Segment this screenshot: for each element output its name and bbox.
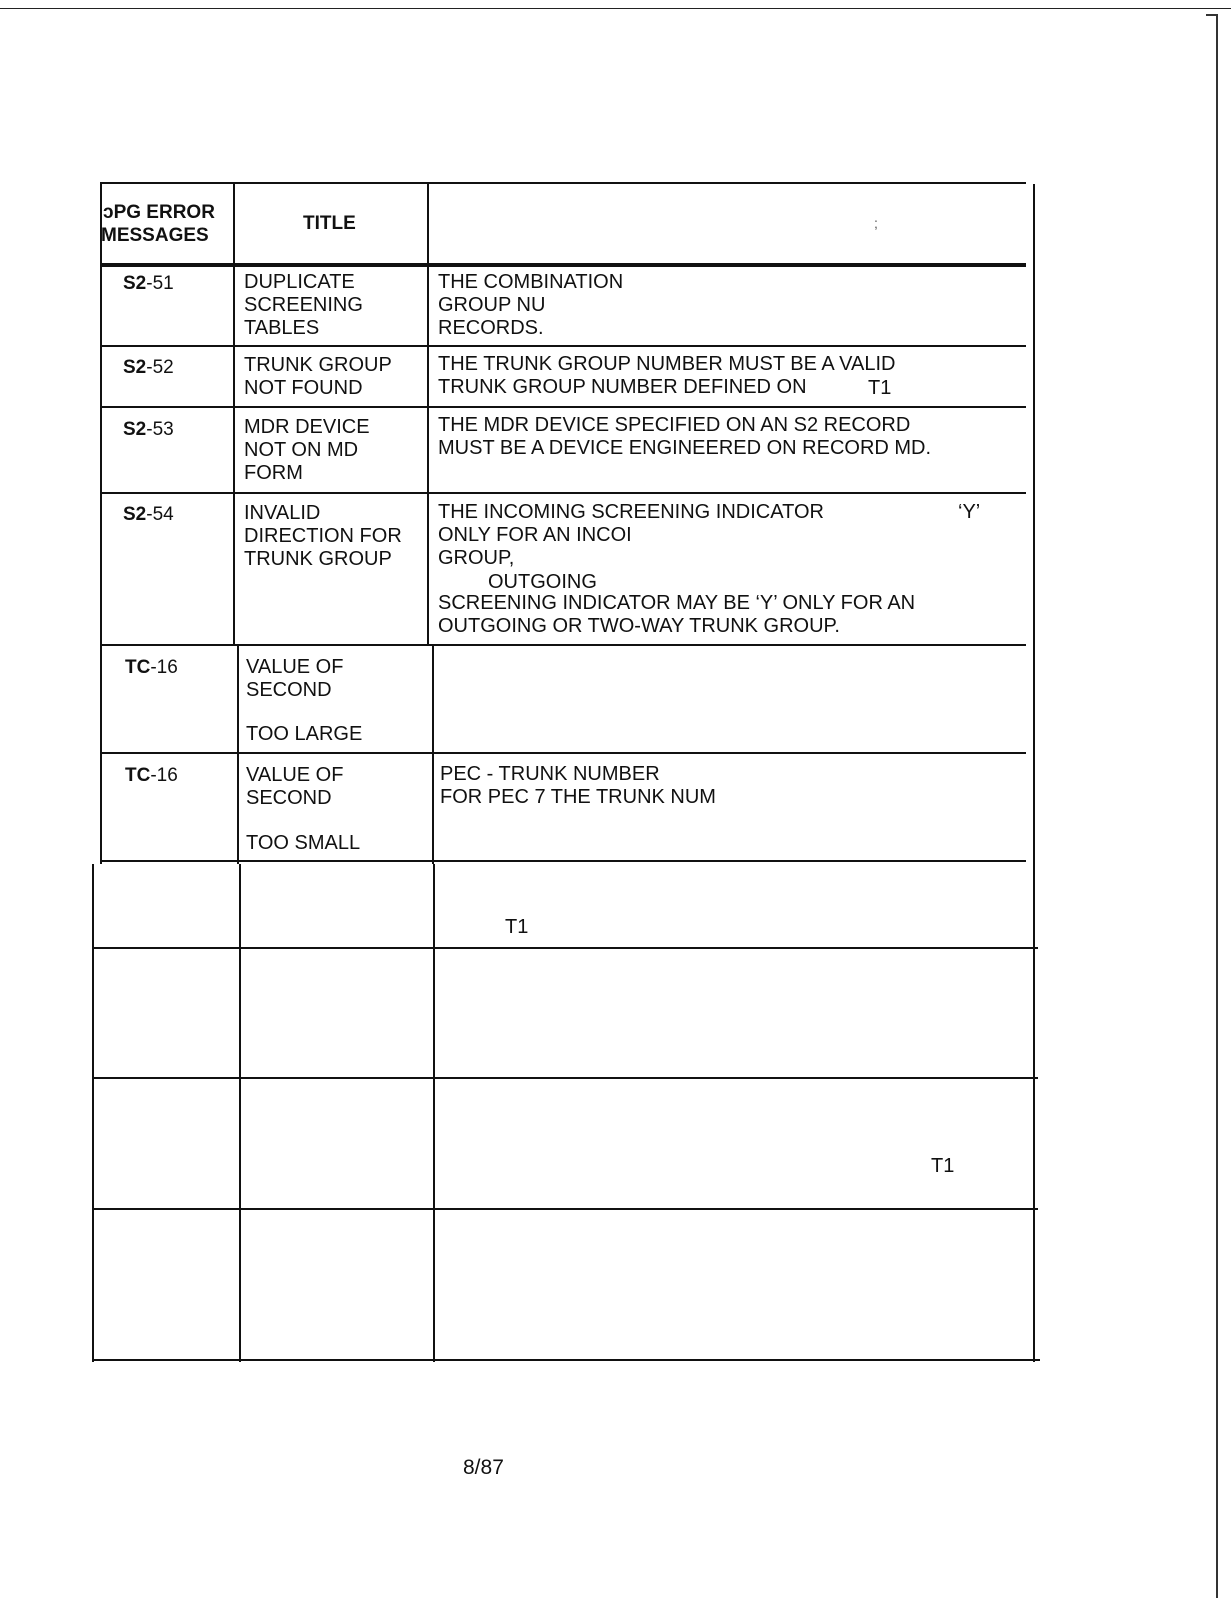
- table-row-code: TC-16: [125, 657, 178, 678]
- table-row-description: THE COMBINATION GROUP NU RECORDS.: [438, 271, 624, 339]
- table-row-ref: T1: [868, 377, 892, 399]
- row-divider: [100, 860, 1026, 862]
- table-row-description: THE TRUNK GROUP NUMBER MUST BE A VALID TRUNK GROUP NUMBER DEFINED ON: [438, 353, 896, 398]
- table-row-title: MDR DEVICE NOT ON MD FORM: [244, 416, 370, 484]
- header-col1-line2: MESSAGES: [101, 225, 209, 246]
- table-row-code: S2-52: [123, 357, 174, 378]
- row-divider: [100, 752, 1026, 754]
- page-footer-date: 8/87: [463, 1456, 504, 1479]
- header-bottom-border: [100, 263, 1026, 267]
- table-top-border: [100, 182, 1026, 184]
- row-divider: [100, 492, 1026, 494]
- table-row-description: OUTGOING: [488, 571, 597, 593]
- table-row-title: INVALID DIRECTION FOR TRUNK GROUP: [244, 502, 402, 570]
- table-row-code: S2-53: [123, 419, 174, 440]
- header-mark: ;: [874, 215, 878, 231]
- table-row-code: S2-51: [123, 273, 174, 294]
- row-divider: [100, 345, 1026, 347]
- table-row-code: TC-16: [125, 765, 178, 786]
- col1-divider: [233, 184, 235, 644]
- table-row-ref: T1: [505, 916, 529, 938]
- table-left-border: [100, 184, 102, 864]
- row-divider: [100, 406, 1026, 408]
- table-row-code: S2-54: [123, 504, 174, 525]
- table-row-title: TOO SMALL: [246, 832, 361, 854]
- row-divider: [92, 1077, 1038, 1079]
- table-row-description: SCREENING INDICATOR MAY BE ‘Y’ ONLY FOR AN OUTGOING OR TWO-WAY TRUNK GROUP.: [438, 592, 916, 637]
- table-row-title: TOO LARGE: [246, 723, 363, 745]
- table-row-title: DUPLICATE SCREENING TABLES: [244, 271, 363, 339]
- page-edge: [1216, 14, 1218, 1598]
- table-row-description: THE INCOMING SCREENING INDICATOR: [438, 501, 824, 523]
- row-divider: [92, 947, 1038, 949]
- table-row-ref: T1: [931, 1155, 955, 1177]
- col1-divider-mid: [237, 644, 239, 864]
- col1-divider-lower: [239, 864, 241, 1362]
- table-row-title: VALUE OF SECOND: [246, 764, 344, 809]
- row-divider: [92, 1208, 1038, 1210]
- table-row-title: TRUNK GROUP NOT FOUND: [244, 354, 392, 399]
- table-row-title: VALUE OF SECOND: [246, 656, 344, 701]
- col2-divider: [427, 184, 429, 644]
- header-col1-line1: ɔPG ERROR: [103, 202, 215, 223]
- table-bottom-border: [92, 1359, 1040, 1361]
- row-divider: [100, 644, 1026, 646]
- top-rule: [0, 8, 1231, 9]
- header-title: TITLE: [303, 213, 356, 234]
- table-row-description: PEC - TRUNK NUMBER FOR PEC 7 THE TRUNK NUM: [440, 763, 716, 808]
- corner-tick: [1206, 14, 1218, 16]
- table-row-description-end: ‘Y’: [958, 501, 981, 523]
- table-right-border: [1033, 184, 1035, 1362]
- col2-divider-mid: [432, 644, 434, 864]
- table-row-description: ONLY FOR AN INCOI GROUP,: [438, 524, 632, 569]
- table-row-description: THE MDR DEVICE SPECIFIED ON AN S2 RECORD MUST BE A DEVICE ENGINEERED ON RECORD MD.: [438, 414, 932, 459]
- table-left-border-lower: [92, 864, 94, 1362]
- col2-divider-lower: [433, 864, 435, 1362]
